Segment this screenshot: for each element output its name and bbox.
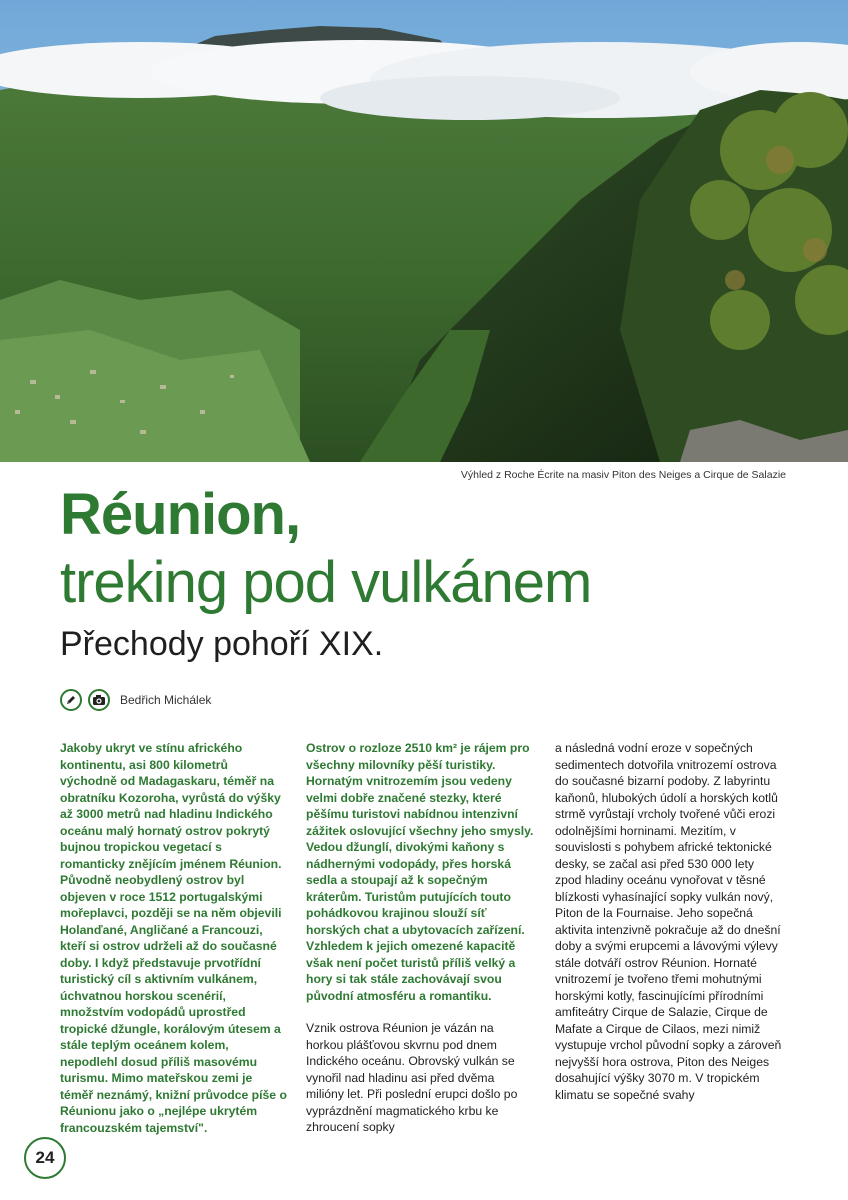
body-paragraph-continued: a následná vodní eroze v sopečných sedimentech dotvořila vnitrozemí ostrova do současné bizarní podoby. Z labyrintu kaňonů, hlubokých údolí a horských kotlů strmě vyrůstají vrcholy tvořené vůči erozi odolnějšími horninami. Mezitím, v souvislosti s pohybem africké tektonické desky, se začal asi před 530 000 lety zpod hladiny oceánu vynořovat v těsné blízkosti vyhasínající sopky vulkán nový, Piton de la Fournaise. Jeho sopečná aktivita intenzivně pokračuje až do dnešní doby a svými erupcemi a lávovými výlevy stále dotváří ostrov Réunion. Hornaté vnitrozemí je tvořeno třemi mohutnými horskými kotly, fascinujícími přírodními amfiteátry Cirque de Salazie, Cirque de Mafate a Cirque de Cilaos, mezi nimiž vystupuje vrchol původní sopky a zároveň nejvyšší hora ostrova, Piton des Neiges dosahující výšky 3070 m. V tropickém klimatu se sopečné svahy xyxy=(555,741,782,1102)
article-title-line2: treking pod vulkánem xyxy=(60,550,592,615)
photo-caption: Výhled z Roche Écrite na masiv Piton des Neiges a Cirque de Salazie xyxy=(460,469,786,481)
mountain-landscape-image xyxy=(0,0,848,462)
camera-icon xyxy=(88,689,110,711)
article-title-line1: Réunion, xyxy=(60,482,301,547)
text-column-2 xyxy=(306,740,534,1152)
author-name: Bedřich Michálek xyxy=(120,693,212,707)
text-column-3 xyxy=(555,740,783,1119)
lead-paragraph-continued: Ostrov o rozloze 2510 km² je rájem pro všechny milovníky pěší turistiky. Hornatým vnitrozemím jsou vedeny velmi dobře značené stezky, které pěšímu turistovi nabídnou intenzivní zážitek oslovující všechny jeho smysly. Vedou džunglí, divokými kaňony s nádhernými vodopády, přes horská sedla a stoupají až k sopečným kráterům. Turistům putujících touto pohádkovou krajinou slouží síť horských chat a ubytovacích zařízení. Vzhledem k jejich omezené kapacitě však není počet turistů příliš velký a hory si tak stále zachovávají svou původní atmosféru a romantiku. xyxy=(306,741,534,1003)
article-subtitle: Přechody pohoří XIX. xyxy=(60,625,384,663)
pen-icon xyxy=(60,689,82,711)
lead-paragraph: Jakoby ukryt ve stínu afrického kontinentu, asi 800 kilometrů východně od Madagaskaru, téměř na obratníku Kozoroha, vyrůstá do výšky až 3000 metrů nad hladinu Indického oceánu malý hornatý ostrov pokrytý bujnou tropickou vegetací s romanticky znějícím jménem Réunion. Původně neobydlený ostrov byl objeven v roce 1512 portugalskými mořeplavci, později se na něm objevili Holanďané, Angličané a Francouzi, kteří si ostrov udrželi až do současné doby. I když představuje prvotřídní turistický cíl s aktivním vulkánem, úchvatnou horskou scenérií, množstvím vodopádů uprostřed tropické džungle, korálovým útesem a stále teplým oceánem kolem, nepodlehl dosud příliš masovému turismu. Mimo mateřskou zemi je téměř neznámý, knižní průvodce píše o Réunionu jako o „nejlépe ukrytém francouzském tajemství". xyxy=(60,741,287,1135)
page-number: 24 xyxy=(24,1137,66,1179)
author-byline xyxy=(60,688,211,712)
hero-photo xyxy=(0,0,848,462)
text-column-1 xyxy=(60,740,288,1152)
body-paragraph: Vznik ostrova Réunion je vázán na horkou plášťovou skvrnu pod dnem Indického oceánu. Obrovský vulkán se vynořil nad hladinu asi před dvěma milióny let. Při poslední erupci došlo po vyprázdnění magmatického krbu ke zhroucení sopky xyxy=(306,1021,518,1134)
